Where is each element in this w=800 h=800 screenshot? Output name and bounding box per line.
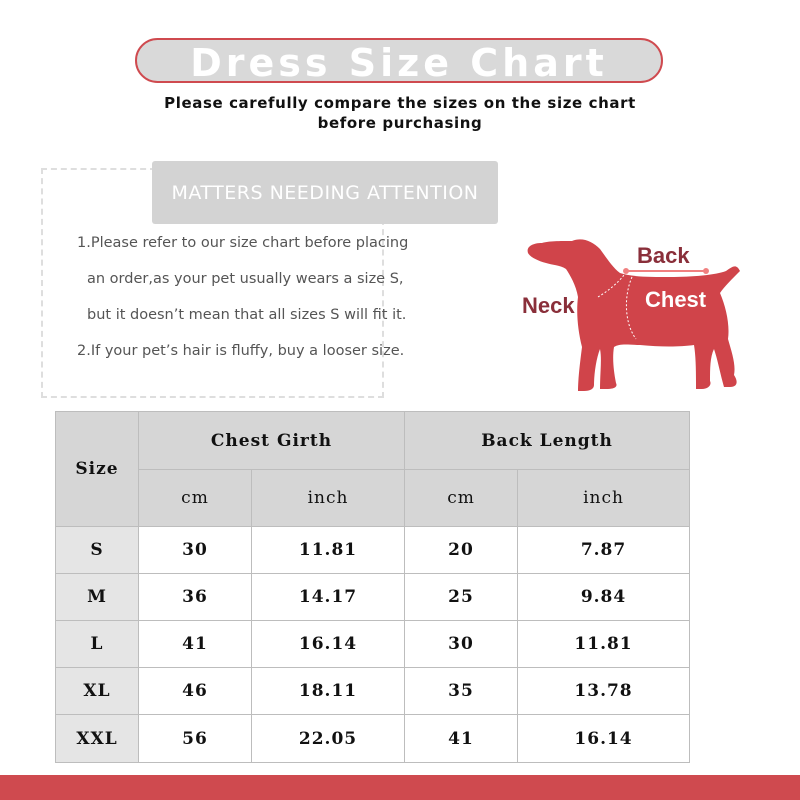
chest-label: Chest xyxy=(645,287,707,312)
table-row xyxy=(56,668,690,715)
chest-inch-cell: 16.14 xyxy=(252,621,405,668)
size-cell: XXL xyxy=(56,715,139,763)
size-cell: XL xyxy=(56,668,139,715)
chest-inch-cell: 18.11 xyxy=(252,668,405,715)
table-row xyxy=(56,621,690,668)
page-title: Dress Size Chart xyxy=(190,40,608,85)
chest-girth-header: Chest Girth xyxy=(139,412,405,470)
size-table xyxy=(55,411,690,763)
unit-header-back-cm: cm xyxy=(405,470,518,527)
notice-line-1: 1.Please refer to our size chart before placing xyxy=(77,235,409,251)
back-inch-cell: 11.81 xyxy=(518,621,690,668)
table-row xyxy=(56,574,690,621)
back-length-header: Back Length xyxy=(405,412,690,470)
back-inch-cell: 7.87 xyxy=(518,527,690,574)
chest-cm-cell: 46 xyxy=(139,668,252,715)
back-inch-cell: 13.78 xyxy=(518,668,690,715)
chest-inch-cell: 11.81 xyxy=(252,527,405,574)
size-cell: M xyxy=(56,574,139,621)
notice-header: MATTERS NEEDING ATTENTION xyxy=(152,161,498,224)
size-cell: L xyxy=(56,621,139,668)
notice-line-2: an order,as your pet usually wears a size S, xyxy=(87,271,404,287)
back-label: Back xyxy=(637,243,690,268)
notice-line-3: but it doesn’t mean that all sizes S will fit it. xyxy=(87,307,407,323)
back-cm-cell: 30 xyxy=(405,621,518,668)
dog-diagram xyxy=(520,235,760,395)
title-banner xyxy=(135,38,663,83)
subtitle xyxy=(150,93,650,133)
table-row xyxy=(56,715,690,763)
notice-line-4: 2.If your pet’s hair is fluffy, buy a looser size. xyxy=(77,343,405,359)
neck-label: Neck xyxy=(522,293,575,318)
unit-header-chest-cm: cm xyxy=(139,470,252,527)
chest-cm-cell: 30 xyxy=(139,527,252,574)
subtitle-line-2: before purchasing xyxy=(317,114,483,132)
back-cm-cell: 25 xyxy=(405,574,518,621)
subtitle-line-1: Please carefully compare the sizes on the size chart xyxy=(164,94,636,112)
back-inch-cell: 16.14 xyxy=(518,715,690,763)
unit-header-back-inch: inch xyxy=(518,470,690,527)
size-header: Size xyxy=(56,412,139,527)
chest-cm-cell: 41 xyxy=(139,621,252,668)
chest-inch-cell: 22.05 xyxy=(252,715,405,763)
table-row xyxy=(56,527,690,574)
chest-inch-cell: 14.17 xyxy=(252,574,405,621)
size-cell: S xyxy=(56,527,139,574)
chest-cm-cell: 36 xyxy=(139,574,252,621)
back-cm-cell: 41 xyxy=(405,715,518,763)
footer-bar xyxy=(0,775,800,800)
chest-cm-cell: 56 xyxy=(139,715,252,763)
unit-header-chest-inch: inch xyxy=(252,470,405,527)
back-inch-cell: 9.84 xyxy=(518,574,690,621)
back-cm-cell: 20 xyxy=(405,527,518,574)
back-cm-cell: 35 xyxy=(405,668,518,715)
